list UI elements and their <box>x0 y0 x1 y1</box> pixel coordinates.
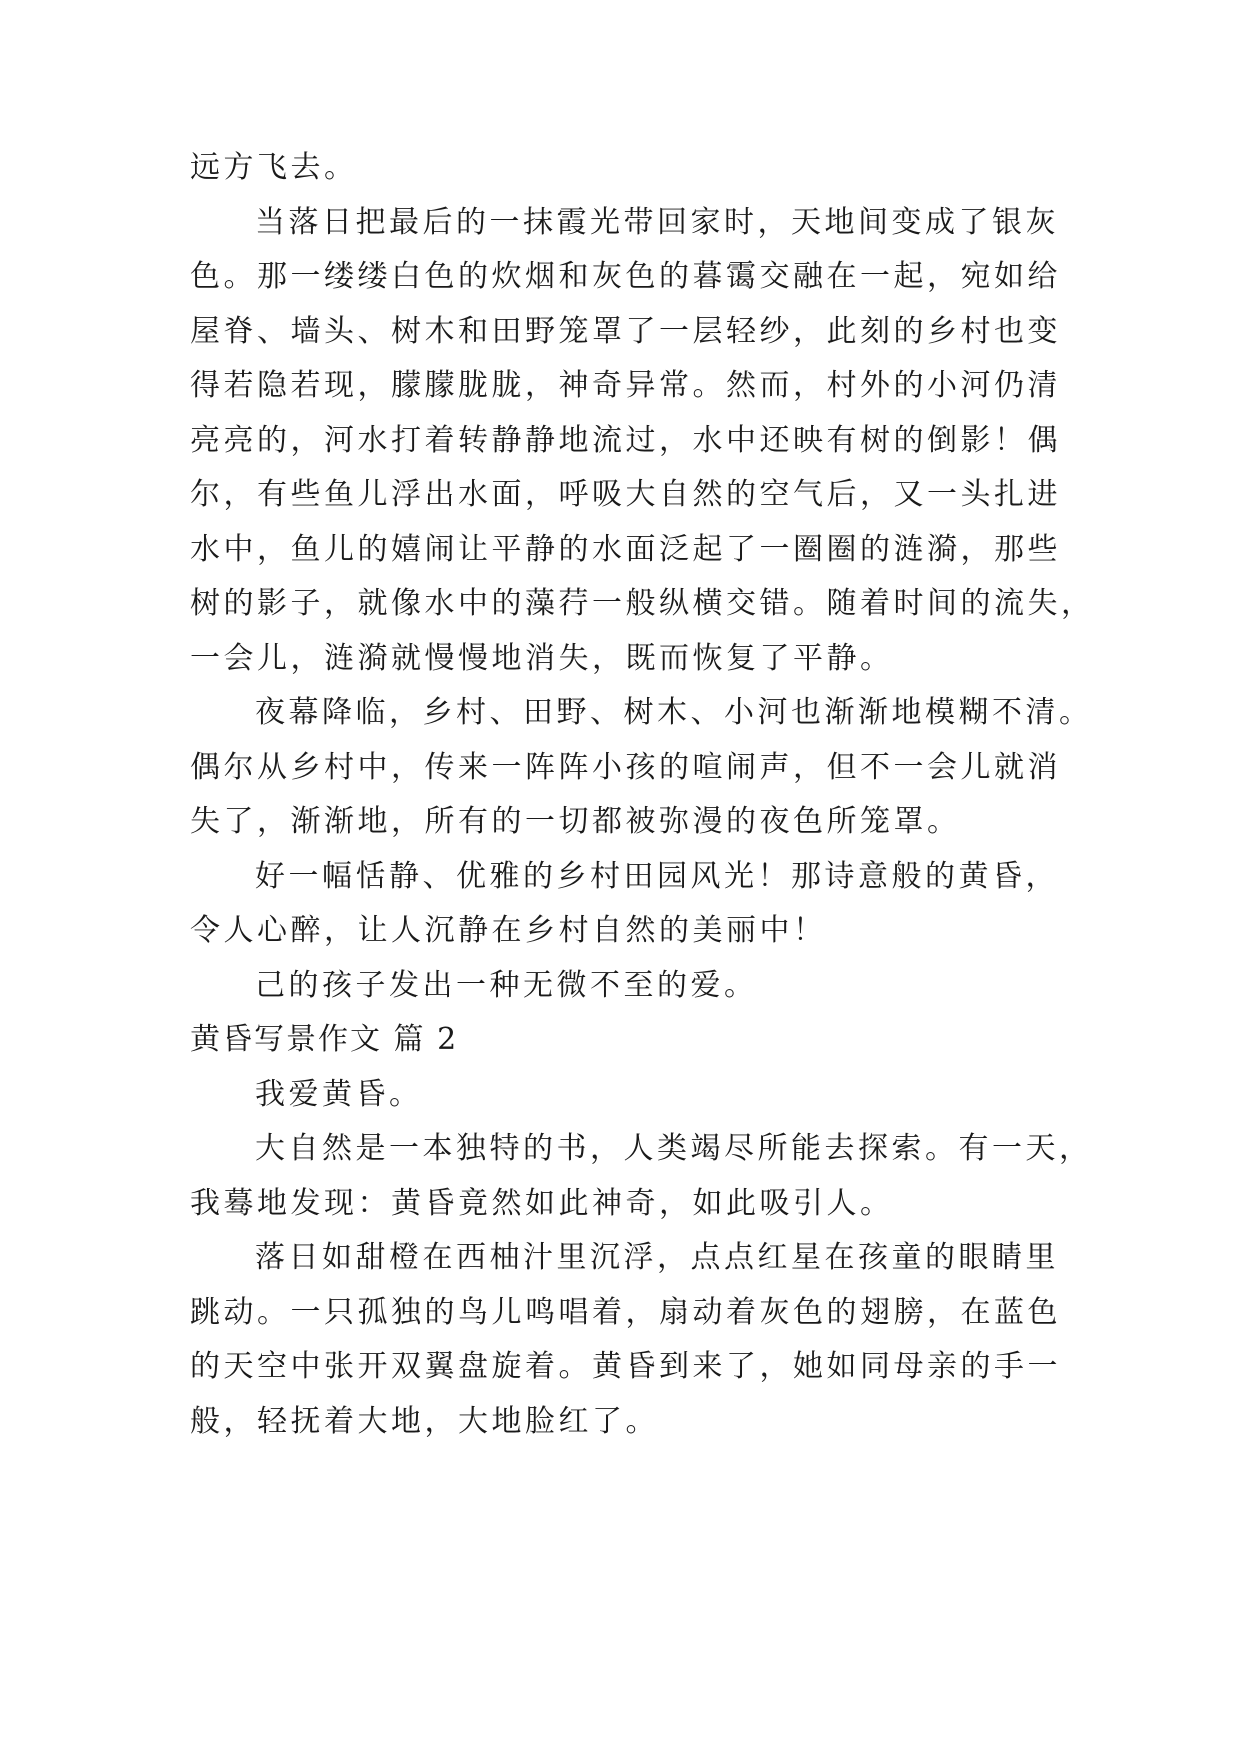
paragraph-start: 我爱黄昏。 <box>255 1077 423 1112</box>
paragraph-start: 落日如甜橙在西柚汁里沉浮，点点红星在孩童的眼睛里 <box>255 1240 1059 1275</box>
paragraph-start: 大自然是一本独特的书，人类竭尽所能去探索。有一天， <box>255 1131 1093 1166</box>
text-line: 水中，鱼儿的嬉闹让平静的水面泛起了一圈圈的涟漪，那些 <box>190 532 1061 567</box>
text-line: 偶尔从乡村中，传来一阵阵小孩的喧闹声，但不一会儿就消 <box>190 750 1061 785</box>
text-line: 尔，有些鱼儿浮出水面，呼吸大自然的空气后，又一头扎进 <box>190 477 1061 512</box>
text-line: 令人心醉，让人沉静在乡村自然的美丽中！ <box>190 913 827 948</box>
text-line: 得若隐若现，朦朦胧胧，神奇异常。然而，村外的小河仍清 <box>190 368 1061 403</box>
text-line: 色。那一缕缕白色的炊烟和灰色的暮霭交融在一起，宛如给 <box>190 259 1061 294</box>
text-line: 跳动。一只孤独的鸟儿鸣唱着，扇动着灰色的翅膀，在蓝色 <box>190 1295 1061 1330</box>
text-line: 我蓦地发现：黄昏竟然如此神奇，如此吸引人。 <box>190 1186 894 1221</box>
paragraph-start: 当落日把最后的一抹霞光带回家时，天地间变成了银灰 <box>255 205 1059 240</box>
text-line: 的天空中张开双翼盘旋着。黄昏到来了，她如同母亲的手一 <box>190 1349 1061 1384</box>
text-line: 失了，渐渐地，所有的一切都被弥漫的夜色所笼罩。 <box>190 804 961 839</box>
paragraph-start: 夜幕降临，乡村、田野、树木、小河也渐渐地模糊不清。 <box>255 695 1093 730</box>
paragraph-start: 己的孩子发出一种无微不至的爱。 <box>255 968 758 1003</box>
section-heading: 黄昏写景作文 篇 2 <box>190 1022 459 1057</box>
text-line: 一会儿，涟漪就慢慢地消失，既而恢复了平静。 <box>190 641 894 676</box>
text-line: 屋脊、墙头、树木和田野笼罩了一层轻纱，此刻的乡村也变 <box>190 314 1061 349</box>
paragraph-start: 好一幅恬静、优雅的乡村田园风光！那诗意般的黄昏， <box>255 859 1059 894</box>
text-line: 树的影子，就像水中的藻荇一般纵横交错。随着时间的流失， <box>190 586 1095 621</box>
text-line: 般，轻抚着大地，大地脸红了。 <box>190 1404 659 1439</box>
text-line: 远方飞去。 <box>190 150 358 185</box>
text-line: 亮亮的，河水打着转静静地流过，水中还映有树的倒影！偶 <box>190 423 1061 458</box>
